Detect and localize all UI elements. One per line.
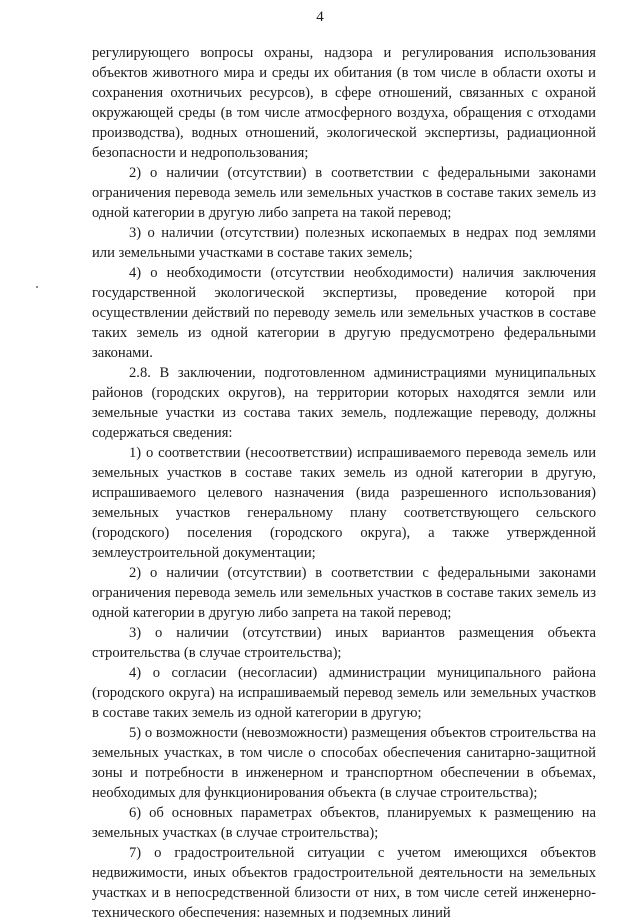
paragraph-item: 3) о наличии (отсутствии) иных вариантов размещения объекта строительства (в случае строительства); bbox=[92, 625, 596, 661]
paragraph-item: 3) о наличии (отсутствии) полезных ископаемых в недрах под землями или земельными участками в составе таких земель; bbox=[92, 225, 596, 261]
page-number: 4 bbox=[316, 9, 324, 25]
paragraph-item: 1) о соответствии (несоответствии) испрашиваемого перевода земель или земельных участков в составе таких земель из одной категории в другую, испрашиваемого целевого назначения (вида разрешенного использования) земельных участков генеральному плану соответствующего сельского (городского) поселения (городского округа), а также утвержденной землеустроительной документации; bbox=[92, 445, 596, 561]
paragraph-item: 2) о наличии (отсутствии) в соответствии с федеральными законами ограничения перевода земель или земельных участков в составе таких земель из одной категории в другую либо запрета на такой перевод; bbox=[92, 565, 596, 621]
paragraph-item: 7) о градостроительной ситуации с учетом имеющихся объектов недвижимости, иных объектов градостроительной деятельности на земельных участках и в непосредственной близости от них, в том числе сетей инженерно-технического обеспечения: наземных и подземных линий bbox=[92, 845, 596, 921]
paragraph-item: 2) о наличии (отсутствии) в соответствии с федеральными законами ограничения перевода земель или земельных участков в составе таких земель из одной категории в другую либо запрета на такой перевод; bbox=[92, 165, 596, 221]
paragraph-item: 4) о согласии (несогласии) администрации муниципального района (городского округа) на испрашиваемый перевод земель или земельных участков в составе таких земель из одной категории в другую; bbox=[92, 665, 596, 721]
paragraph-item: 6) об основных параметрах объектов, планируемых к размещению на земельных участках (в случае строительства); bbox=[92, 805, 596, 841]
document-body bbox=[92, 43, 596, 923]
paragraph-item: 4) о необходимости (отсутствии необходимости) наличия заключения государственной экологической экспертизы, проведение которой при осуществлении действий по переводу земель или земельных участков в составе таких земель из одной категории в другую предусмотрено федеральными законами. bbox=[92, 265, 596, 361]
scan-speck bbox=[36, 286, 38, 288]
paragraph-continuation: регулирующего вопросы охраны, надзора и регулирования использования объектов животного мира и среды их обитания (в том числе в области охоты и сохранения охотничьих ресурсов), в сфере отношений, связанных с охраной окружающей среды (в том числе атмосферного воздуха, обращения с отходами производства), водных отношений, экологической экспертизы, радиационной безопасности и недропользования; bbox=[92, 45, 596, 161]
paragraph-item: 5) о возможности (невозможности) размещения объектов строительства на земельных участках, в том числе о способах обеспечения санитарно-защитной зоны и потребности в инженерном и транспортном обеспечении в объемах, необходимых для функционирования объекта (в случае строительства); bbox=[92, 725, 596, 801]
paragraph-section: 2.8. В заключении, подготовленном администрациями муниципальных районов (городских округов), на территории которых находятся земли или земельные участки из состава таких земель, подлежащие переводу, должны содержаться сведения: bbox=[92, 365, 596, 441]
